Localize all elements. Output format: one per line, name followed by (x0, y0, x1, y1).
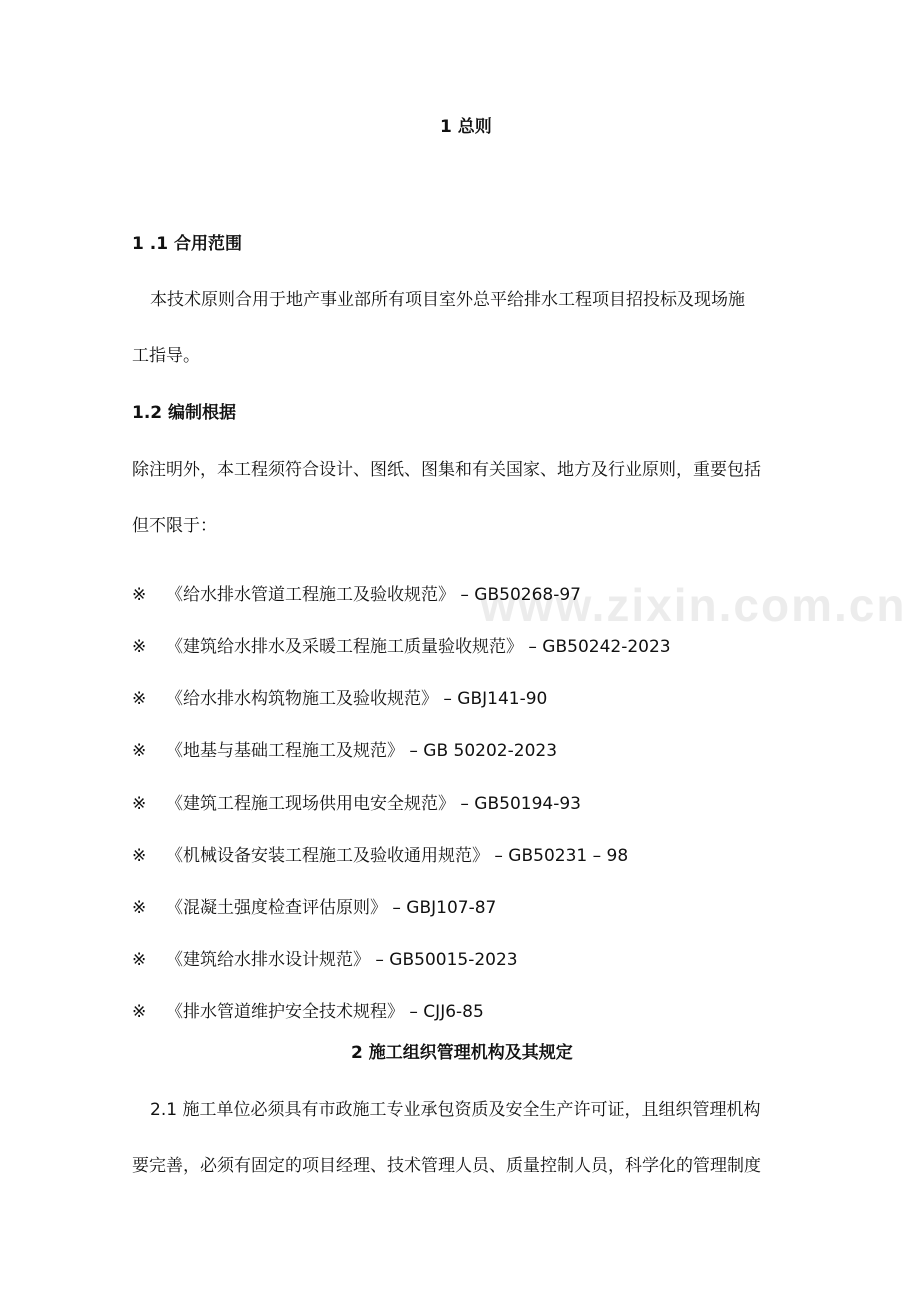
reference-bullet: ※ (132, 794, 147, 814)
reference-bullet: ※ (132, 898, 147, 918)
reference-bullet: ※ (132, 637, 147, 657)
reference-text: 《建筑给水排水设计规范》 – GB50015-2023 (166, 950, 518, 970)
reference-text: 《排水管道维护安全技术规程》 – CJJ6-85 (166, 1002, 484, 1022)
reference-item (132, 793, 581, 815)
reference-item (132, 845, 628, 867)
reference-bullet: ※ (132, 846, 147, 866)
reference-item (132, 688, 547, 710)
section-1-2-paragraph-line-1: 除注明外，本工程须符合设计、图纸、图集和有关国家、地方及行业原则，重要包括 (132, 460, 761, 480)
reference-text: 《地基与基础工程施工及规范》 – GB 50202-2023 (166, 741, 558, 761)
reference-bullet: ※ (132, 741, 147, 761)
reference-text: 《给水排水构筑物施工及验收规范》 – GBJ141-90 (166, 689, 548, 709)
reference-item (132, 740, 557, 762)
section-1-title: 1 总则 (440, 117, 492, 137)
reference-item (132, 636, 671, 658)
section-1-1-paragraph-line-2: 工指导。 (132, 346, 200, 366)
section-2-1-paragraph-line-1: 2.1 施工单位必须具有市政施工专业承包资质及安全生产许可证，且组织管理机构 (150, 1100, 761, 1120)
reference-bullet: ※ (132, 950, 147, 970)
reference-bullet: ※ (132, 689, 147, 709)
reference-bullet: ※ (132, 1002, 147, 1022)
section-1-1-title: 1 .1 合用范围 (132, 234, 242, 254)
watermark: www.zixin.com.cn (480, 579, 907, 631)
reference-text: 《建筑工程施工现场供用电安全规范》 – GB50194-93 (166, 794, 581, 814)
section-2-1-paragraph-line-2: 要完善，必须有固定的项目经理、技术管理人员、质量控制人员，科学化的管理制度 (132, 1156, 761, 1176)
reference-item (132, 584, 581, 606)
reference-text: 《建筑给水排水及采暖工程施工质量验收规范》 – GB50242-2023 (166, 637, 671, 657)
reference-text: 《机械设备安装工程施工及验收通用规范》 – GB50231 – 98 (166, 846, 629, 866)
reference-bullet: ※ (132, 585, 147, 605)
reference-item (132, 949, 518, 971)
reference-text: 《给水排水管道工程施工及验收规范》 – GB50268-97 (166, 585, 581, 605)
section-1-1-paragraph-line-1: 本技术原则合用于地产事业部所有项目室外总平给排水工程项目招投标及现场施 (150, 290, 745, 310)
section-2-title: 2 施工组织管理机构及其规定 (351, 1043, 573, 1063)
reference-item (132, 1001, 484, 1023)
reference-text: 《混凝土强度检查评估原则》 – GBJ107-87 (166, 898, 497, 918)
section-1-2-title: 1.2 编制根据 (132, 403, 237, 423)
reference-item (132, 897, 496, 919)
section-1-2-paragraph-line-2: 但不限于： (132, 516, 217, 536)
